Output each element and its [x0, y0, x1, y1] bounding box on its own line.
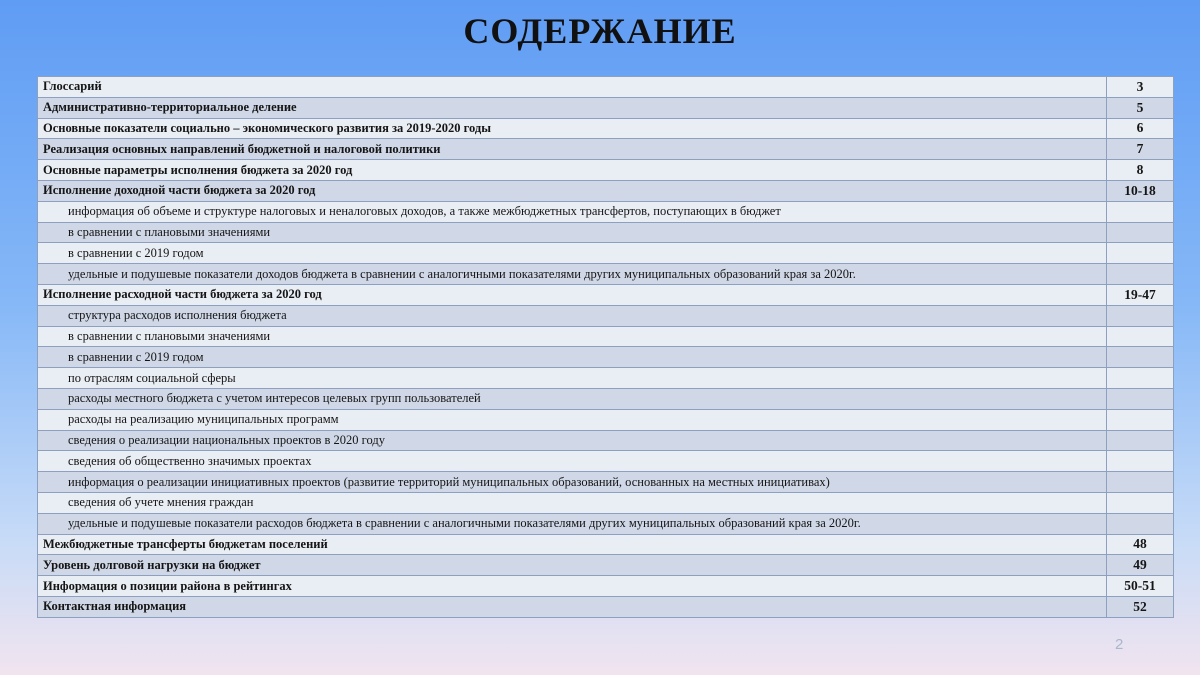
toc-subsection-row [38, 347, 1174, 368]
toc-entry-page: 52 [1107, 596, 1174, 617]
toc-entry-title: Межбюджетные трансферты бюджетам поселений [38, 534, 1107, 555]
toc-entry-title: Уровень долговой нагрузки на бюджет [38, 555, 1107, 576]
toc-entry-page: 7 [1107, 139, 1174, 160]
toc-entry-title: Информация о позиции района в рейтингах [38, 576, 1107, 597]
toc-entry-title: Административно-территориальное деление [38, 97, 1107, 118]
toc-entry-title: в сравнении с 2019 годом [38, 243, 1107, 264]
toc-entry-page: 19-47 [1107, 284, 1174, 305]
toc-entry-title: сведения об общественно значимых проектах [38, 451, 1107, 472]
toc-entry-title: сведения о реализации национальных проектов в 2020 году [38, 430, 1107, 451]
toc-body [38, 77, 1174, 618]
toc-entry-page [1107, 409, 1174, 430]
toc-section-row [38, 139, 1174, 160]
toc-subsection-row [38, 222, 1174, 243]
toc-entry-title: Основные показатели социально – экономического развития за 2019-2020 годы [38, 118, 1107, 139]
toc-entry-title: удельные и подушевые показатели расходов бюджета в сравнении с аналогичными показателями других муниципальных образований края за 2020г. [38, 513, 1107, 534]
toc-subsection-row [38, 368, 1174, 389]
toc-section-row [38, 284, 1174, 305]
toc-entry-page [1107, 201, 1174, 222]
toc-entry-page: 48 [1107, 534, 1174, 555]
toc-entry-title: информация об объеме и структуре налоговых и неналоговых доходов, а также межбюджетных трансфертов, поступающих в бюджет [38, 201, 1107, 222]
toc-entry-page [1107, 451, 1174, 472]
toc-subsection-row [38, 243, 1174, 264]
toc-subsection-row [38, 201, 1174, 222]
toc-entry-title: информация о реализации инициативных проектов (развитие территорий муниципальных образований, основанных на местных инициативах) [38, 472, 1107, 493]
toc-section-row [38, 97, 1174, 118]
toc-entry-title: Контактная информация [38, 596, 1107, 617]
toc-entry-page [1107, 492, 1174, 513]
toc-entry-page [1107, 513, 1174, 534]
toc-section-row [38, 180, 1174, 201]
toc-section-row [38, 534, 1174, 555]
toc-section-row [38, 160, 1174, 181]
toc-entry-page [1107, 243, 1174, 264]
toc-entry-title: удельные и подушевые показатели доходов бюджета в сравнении с аналогичными показателями других муниципальных образований края за 2020г. [38, 264, 1107, 285]
slide-number: 2 [1115, 636, 1124, 653]
toc-section-row [38, 118, 1174, 139]
toc-entry-page: 5 [1107, 97, 1174, 118]
toc-entry-page [1107, 264, 1174, 285]
toc-entry-title: в сравнении с 2019 годом [38, 347, 1107, 368]
toc-entry-title: расходы местного бюджета с учетом интересов целевых групп пользователей [38, 388, 1107, 409]
table-of-contents [37, 76, 1174, 618]
toc-subsection-row [38, 388, 1174, 409]
toc-entry-page: 10-18 [1107, 180, 1174, 201]
toc-entry-page [1107, 430, 1174, 451]
toc-entry-page: 8 [1107, 160, 1174, 181]
toc-entry-title: Исполнение доходной части бюджета за 2020 год [38, 180, 1107, 201]
toc-subsection-row [38, 472, 1174, 493]
toc-subsection-row [38, 305, 1174, 326]
toc-section-row [38, 596, 1174, 617]
toc-entry-page: 49 [1107, 555, 1174, 576]
toc-entry-page [1107, 347, 1174, 368]
toc-section-row [38, 77, 1174, 98]
toc-subsection-row [38, 492, 1174, 513]
toc-entry-page: 6 [1107, 118, 1174, 139]
toc-entry-page [1107, 472, 1174, 493]
toc-entry-title: Основные параметры исполнения бюджета за 2020 год [38, 160, 1107, 181]
toc-subsection-row [38, 451, 1174, 472]
toc-entry-page [1107, 222, 1174, 243]
slide-title: СОДЕРЖАНИЕ [463, 11, 737, 51]
toc-entry-page [1107, 326, 1174, 347]
toc-entry-title: сведения об учете мнения граждан [38, 492, 1107, 513]
toc-entry-page: 50-51 [1107, 576, 1174, 597]
toc-entry-title: расходы на реализацию муниципальных программ [38, 409, 1107, 430]
toc-section-row [38, 555, 1174, 576]
toc-entry-title: Глоссарий [38, 77, 1107, 98]
toc-entry-title: структура расходов исполнения бюджета [38, 305, 1107, 326]
toc-entry-page [1107, 368, 1174, 389]
toc-entry-title: Исполнение расходной части бюджета за 2020 год [38, 284, 1107, 305]
toc-entry-page: 3 [1107, 77, 1174, 98]
toc-subsection-row [38, 513, 1174, 534]
toc-entry-title: Реализация основных направлений бюджетной и налоговой политики [38, 139, 1107, 160]
toc-section-row [38, 576, 1174, 597]
toc-subsection-row [38, 430, 1174, 451]
toc-entry-page [1107, 388, 1174, 409]
toc-subsection-row [38, 326, 1174, 347]
toc-subsection-row [38, 264, 1174, 285]
toc-subsection-row [38, 409, 1174, 430]
toc-entry-page [1107, 305, 1174, 326]
toc-entry-title: по отраслям социальной сферы [38, 368, 1107, 389]
toc-entry-title: в сравнении с плановыми значениями [38, 326, 1107, 347]
toc-entry-title: в сравнении с плановыми значениями [38, 222, 1107, 243]
